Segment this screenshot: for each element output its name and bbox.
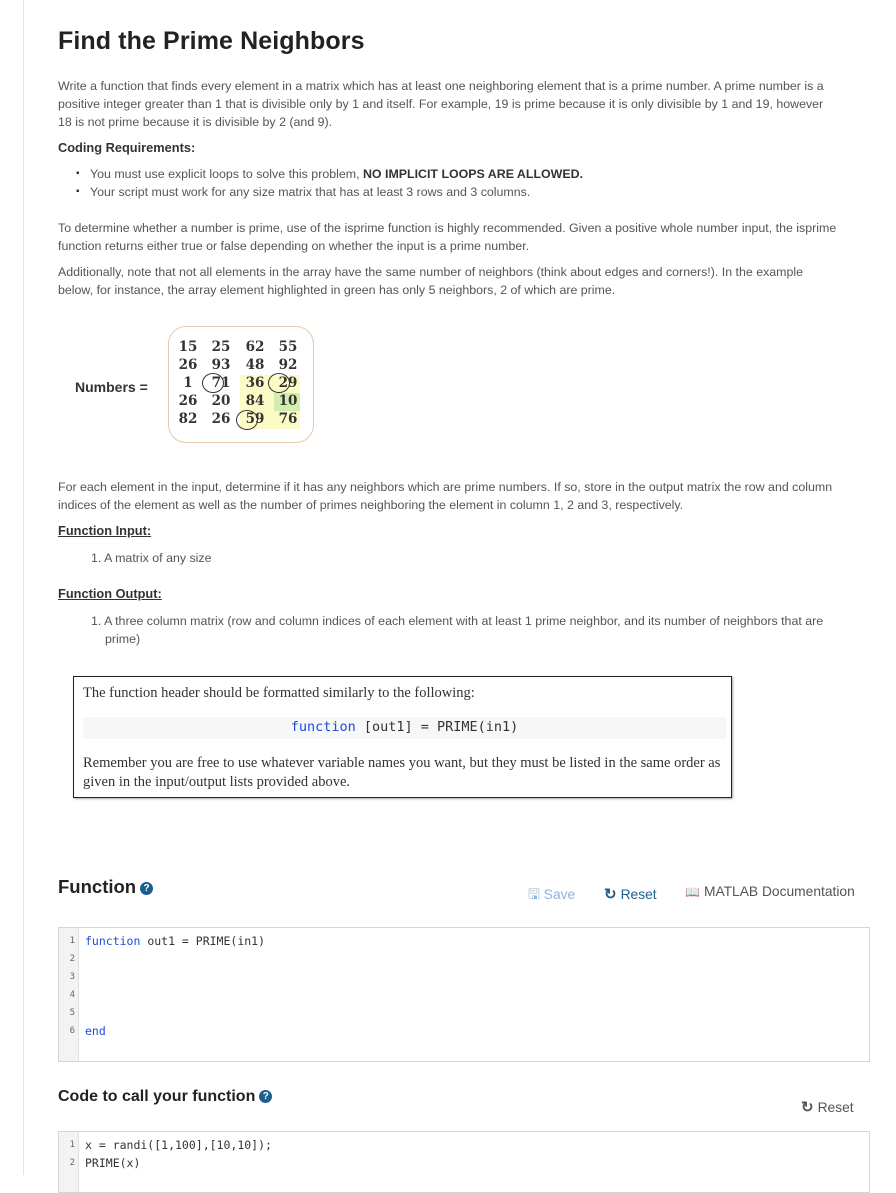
function-output-item: 1. A three column matrix (row and column indices of each element with at least 1 prime neighbor, and its number of neighbors that are prime) — [91, 614, 824, 646]
matrix-cell: 20 — [211, 393, 231, 409]
example-matrix — [168, 326, 314, 443]
call-code-heading: Code to call your function ? — [58, 1088, 272, 1106]
function-input-heading: Function Input: — [58, 523, 152, 538]
coding-requirements-heading: Coding Requirements: — [58, 140, 196, 155]
function-output-heading: Function Output: — [58, 586, 162, 601]
book-icon: 📖 — [685, 885, 700, 899]
header-code-band — [83, 717, 726, 739]
requirements-list — [90, 165, 583, 201]
refresh-icon: ↻ — [801, 1099, 814, 1116]
reset-button[interactable]: ↻ Reset — [604, 886, 657, 903]
requirement-item: ▪ Your script must work for any size matrix that has at least 3 rows and 3 columns. — [90, 183, 583, 201]
function-header-box — [73, 676, 732, 798]
matrix-cell: 48 — [245, 357, 265, 373]
header-box-intro: The function header should be formatted similarly to the following: — [83, 685, 475, 701]
refresh-icon: ↻ — [604, 886, 617, 903]
code-line[interactable]: PRIME(x) — [85, 1156, 141, 1170]
header-code: function [out1] = PRIME(in1) — [290, 719, 519, 735]
matrix-cell: 82 — [178, 411, 198, 427]
matrix-cell: 1 — [183, 375, 193, 391]
matrix-cell: 93 — [211, 357, 231, 373]
requirement-item: ▪ You must use explicit loops to solve this problem, NO IMPLICIT LOOPS ARE ALLOWED. — [90, 165, 583, 183]
matrix-cell: 55 — [278, 339, 298, 355]
line-number-gutter: 1 2 — [59, 1132, 79, 1192]
matrix-cell: 76 — [278, 411, 298, 427]
question-circle-icon[interactable]: ? — [140, 882, 153, 895]
matrix-cell: 84 — [245, 393, 265, 409]
code-line[interactable]: end — [85, 1024, 106, 1038]
matrix-label: Numbers = — [75, 379, 148, 395]
page-title: Find the Prime Neighbors — [58, 27, 365, 55]
matrix-cell: 26 — [178, 393, 198, 409]
save-button[interactable]: 🖫 Save — [528, 884, 575, 908]
matrix-cell: 29 — [278, 375, 298, 391]
line-number-gutter: 1 2 3 4 5 6 — [59, 928, 79, 1061]
prime-circle — [202, 373, 224, 393]
matrix-cell: 92 — [278, 357, 298, 373]
call-reset-button[interactable]: ↻ Reset — [801, 1099, 854, 1116]
problem-intro: Write a function that finds every element in a matrix which has at least one neighboring element that is a prime number. A prime number is a positive integer greater than 1 that is divisible only by 1 and itself. For example, 19 is prime because it is only divisible by 1 and 19, however 18 is not prime because it is divisible by 2 (and 9). — [58, 79, 824, 129]
matrix-cell: 25 — [211, 339, 231, 355]
code-line[interactable]: function out1 = PRIME(in1) — [85, 934, 266, 948]
neighbors-paragraph: Additionally, note that not all elements in the array have the same number of neighbors (think about edges and corners!). In the example below, for instance, the array element highlighted in green has only 5 neighbors, 2 of which are prime. — [58, 265, 804, 297]
header-box-note: Remember you are free to use whatever variable names you want, but they must be listed in the same order as given in the input/output lists provided above. — [83, 755, 721, 790]
call-code-editor[interactable] — [58, 1131, 870, 1193]
output-paragraph: For each element in the input, determine if it has any neighbors which are prime numbers. If so, store in the output matrix the row and column indices of the element as well as the number of primes neighboring the element in column 1, 2 and 3, respectively. — [58, 480, 833, 512]
question-circle-icon[interactable]: ? — [259, 1090, 272, 1103]
function-code-editor[interactable] — [58, 927, 870, 1062]
code-line[interactable]: x = randi([1,100],[10,10]); — [85, 1138, 272, 1152]
page-left-border — [23, 0, 24, 1175]
floppy-disk-icon: 🖫 — [528, 887, 540, 902]
matrix-cell: 15 — [178, 339, 198, 355]
prime-circle — [236, 410, 258, 430]
matrix-cell: 36 — [245, 375, 265, 391]
isprime-paragraph: To determine whether a number is prime, use of the isprime function is highly recommended. Given a positive whole number input, the isprime function returns either true or false depending on whether the input is a prime number. — [58, 221, 837, 253]
matrix-cell: 62 — [245, 339, 265, 355]
matrix-cell: 59 — [245, 411, 265, 427]
matlab-documentation-link[interactable]: 📖 MATLAB Documentation — [685, 884, 855, 899]
matrix-cell: 26 — [178, 357, 198, 373]
matrix-cell: 10 — [278, 393, 298, 409]
matrix-cell: 26 — [211, 411, 231, 427]
prime-circle — [268, 373, 290, 393]
function-heading: Function ? — [58, 876, 153, 898]
matrix-cell: 71 — [211, 375, 231, 391]
function-input-item: 1. A matrix of any size — [91, 551, 212, 565]
